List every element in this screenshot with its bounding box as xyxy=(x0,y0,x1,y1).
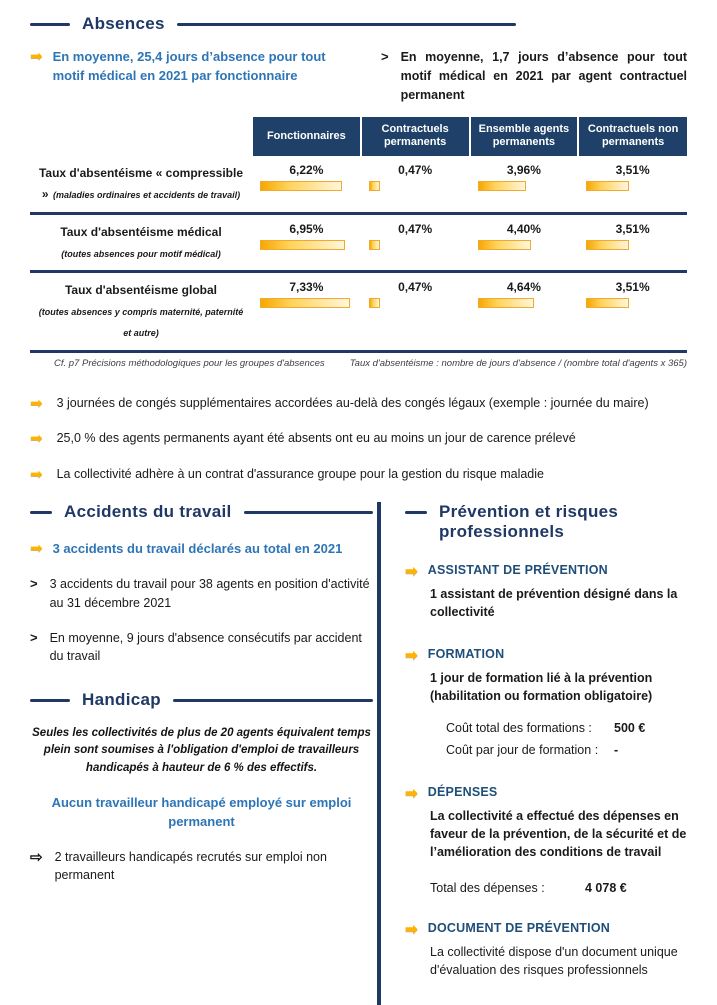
data-bar xyxy=(260,240,345,250)
header-rule-right xyxy=(177,23,516,26)
bullet-text: La collectivité adhère à un contrat d'assurance groupe pour la gestion du risque maladie xyxy=(56,467,544,482)
data-bar xyxy=(478,240,532,250)
table-cell xyxy=(578,156,687,213)
metric-value: 7,33% xyxy=(289,280,324,295)
cost-total-label: Coût total des formations : xyxy=(446,720,592,735)
accidents-point-text: En moyenne, 9 jours d'absence consécutifs par accident du travail xyxy=(49,630,362,664)
table-cell xyxy=(470,213,579,272)
absences-note-right xyxy=(381,48,687,104)
total-expenses-value: 4 078 € xyxy=(585,881,627,896)
open-arrow-icon: ⇨ xyxy=(30,848,43,866)
cost-total-line xyxy=(446,719,687,738)
accidents-point-text: 3 accidents du travail pour 38 agents en position d'activité au 31 décembre 2021 xyxy=(49,577,370,610)
footnote-formula: Taux d'absentéisme : nombre de jours d'absence / (nombre total d'agents x 365) xyxy=(349,357,687,369)
item-body: 1 assistant de prévention désigné dans la collectivité xyxy=(430,586,678,619)
metric-value: 6,95% xyxy=(289,221,324,236)
table-row-compressible xyxy=(30,156,687,213)
header-rule-left xyxy=(30,23,70,26)
data-bar xyxy=(369,298,380,308)
row-sublabel: (toutes absences pour motif médical) xyxy=(61,248,221,259)
table-cell xyxy=(252,156,361,213)
bullet-arrow-icon: ➡ xyxy=(30,430,43,448)
handicap-highlight: Aucun travailleur handicapé employé sur emploi permanent xyxy=(51,795,352,829)
table-header-row xyxy=(30,117,687,157)
row-sublabel: (maladies ordinaires et accidents de travail) xyxy=(53,189,241,200)
bullet-text: 25,0 % des agents permanents ayant été absents ont eu au moins un jour de carence prélevé xyxy=(56,431,576,446)
accidents-highlight xyxy=(30,540,373,559)
bullet-text: 3 journées de congés supplémentaires accordées au-delà des congés légaux (exemple : journée du maire) xyxy=(56,395,649,410)
absenteeism-table xyxy=(30,117,687,353)
col-header-fonctionnaires: Fonctionnaires xyxy=(252,117,361,157)
header-rule-left xyxy=(405,511,427,514)
absences-title: Absences xyxy=(82,14,165,33)
item-heading-row xyxy=(405,921,687,940)
bullet-arrow-icon: ➡ xyxy=(405,646,418,664)
row-label: Taux d'absentéisme médical xyxy=(60,224,222,239)
table-row-global xyxy=(30,272,687,351)
data-bar xyxy=(260,298,350,308)
data-bar xyxy=(369,240,380,250)
item-heading: ASSISTANT DE PRÉVENTION xyxy=(427,562,608,577)
prevention-item-assistant xyxy=(405,563,687,621)
table-footnotes xyxy=(30,353,687,369)
metric-value: 0,47% xyxy=(398,280,433,295)
data-bar xyxy=(369,181,380,191)
bullet-arrow-icon: ➡ xyxy=(405,562,418,580)
bullet-arrow-icon: ➡ xyxy=(405,921,418,939)
accidents-point xyxy=(30,629,373,667)
col-header-ensemble-agents: Ensemble agents permanents xyxy=(470,117,579,157)
metric-value: 3,51% xyxy=(615,163,650,178)
item-heading-row xyxy=(405,563,687,582)
absences-section-header xyxy=(30,14,516,34)
prevention-section-header xyxy=(405,502,687,543)
cost-per-day-value: - xyxy=(614,742,619,757)
handicap-note: Seules les collectivités de plus de 20 agents équivalent temps plein sont soumises à l'obligation d'emploi de travailleurs handicapés à hauteur de 6 % des effectifs. xyxy=(32,726,371,775)
handicap-title: Handicap xyxy=(82,690,161,710)
table-cell xyxy=(578,272,687,351)
item-body: 1 jour de formation lié à la prévention (habilitation ou formation obligatoire) xyxy=(430,670,653,703)
cost-per-day-line xyxy=(446,741,687,760)
table-cell xyxy=(470,156,579,213)
item-heading: FORMATION xyxy=(427,646,505,661)
absences-bullets xyxy=(30,395,687,485)
metric-value: 4,64% xyxy=(506,280,541,295)
header-rule-left xyxy=(30,511,52,514)
bullet-arrow-icon: ➡ xyxy=(30,394,43,412)
row-label-cell xyxy=(30,272,252,351)
metric-value: 4,40% xyxy=(506,221,541,236)
handicap-point xyxy=(30,848,373,886)
chevron-icon: > xyxy=(30,629,38,645)
prevention-item-formation xyxy=(405,647,687,760)
row-label: Taux d'absentéisme global xyxy=(64,283,217,298)
item-body: La collectivité a effectué des dépenses en faveur de la prévention, de la sécurité et de l’amélioration des conditions de travail xyxy=(430,809,687,860)
accidents-title: Accidents du travail xyxy=(64,501,232,521)
prevention-item-depenses xyxy=(405,785,687,895)
prevention-item-document xyxy=(405,921,687,979)
bottom-columns xyxy=(30,502,687,1005)
header-rule-right xyxy=(173,699,373,702)
left-column xyxy=(30,502,373,1005)
prevention-title: Prévention et risques professionnels xyxy=(439,501,619,542)
item-heading: DÉPENSES xyxy=(427,785,498,800)
footnote-method: Cf. p7 Précisions méthodologiques pour les groupes d'absences xyxy=(54,357,325,369)
col-header-contractuels-non-permanents: Contractuels non permanents xyxy=(578,117,687,157)
table-cell xyxy=(361,213,470,272)
table-row-medical xyxy=(30,213,687,272)
table-cell xyxy=(361,156,470,213)
bullet-arrow-icon: ➡ xyxy=(405,785,418,803)
metric-value: 3,51% xyxy=(615,280,650,295)
header-rule-left xyxy=(30,699,70,702)
bullet-item xyxy=(30,466,687,485)
absences-note-text: En moyenne, 1,7 jours d’absence pour tout motif médical en 2021 par agent contractuel permanent xyxy=(400,50,687,102)
row-label: Taux d'absentéisme « compressible » xyxy=(38,166,244,201)
metric-value: 3,51% xyxy=(615,221,650,236)
bullet-arrow-icon: ➡ xyxy=(30,48,43,66)
accidents-highlight-text: 3 accidents du travail déclarés au total en 2021 xyxy=(52,541,343,557)
data-bar xyxy=(586,298,629,308)
item-heading-row xyxy=(405,647,687,666)
chevron-icon: > xyxy=(30,576,38,592)
table-cell xyxy=(252,213,361,272)
bullet-arrow-icon: ➡ xyxy=(30,466,43,484)
data-bar xyxy=(478,181,526,191)
bullet-item xyxy=(30,395,687,414)
table-cell xyxy=(361,272,470,351)
col-header-contractuels-permanents: Contractuels permanents xyxy=(361,117,470,157)
handicap-section-header xyxy=(30,690,373,710)
metric-value: 6,22% xyxy=(289,163,324,178)
row-label-cell xyxy=(30,156,252,213)
cost-per-day-label: Coût par jour de formation : xyxy=(446,742,599,757)
handicap-point-text: 2 travailleurs handicapés recrutés sur emploi non permanent xyxy=(54,849,327,883)
item-heading: DOCUMENT DE PRÉVENTION xyxy=(427,921,610,936)
header-rule-right xyxy=(244,511,373,514)
table-cell xyxy=(252,272,361,351)
table-corner-cell xyxy=(30,117,252,157)
data-bar xyxy=(586,240,629,250)
cost-total-value: 500 € xyxy=(614,720,646,735)
bullet-item xyxy=(30,430,687,449)
table-cell xyxy=(470,272,579,351)
accidents-section-header xyxy=(30,502,373,522)
item-heading-row xyxy=(405,785,687,804)
total-expenses-line xyxy=(430,881,687,895)
absences-highlight-text: En moyenne, 25,4 jours d’absence pour tout motif médical en 2021 par fonctionnaire xyxy=(52,49,326,84)
absences-intro xyxy=(30,48,687,104)
chevron-icon: > xyxy=(381,49,389,65)
metric-value: 0,47% xyxy=(398,221,433,236)
data-bar xyxy=(586,181,629,191)
row-label-cell xyxy=(30,213,252,272)
data-bar xyxy=(478,298,535,308)
absences-highlight-left xyxy=(30,48,335,104)
metric-value: 0,47% xyxy=(398,163,433,178)
table-cell xyxy=(578,213,687,272)
accidents-point xyxy=(30,575,373,613)
right-column xyxy=(381,502,687,1005)
row-sublabel: (toutes absences y compris maternité, paternité et autre) xyxy=(38,307,244,338)
bullet-arrow-icon: ➡ xyxy=(30,540,43,558)
metric-value: 3,96% xyxy=(506,163,541,178)
total-expenses-label: Total des dépenses : xyxy=(430,881,545,896)
data-bar xyxy=(260,181,342,191)
item-body: La collectivité dispose d'un document unique d'évaluation des risques professionnels xyxy=(430,945,678,978)
